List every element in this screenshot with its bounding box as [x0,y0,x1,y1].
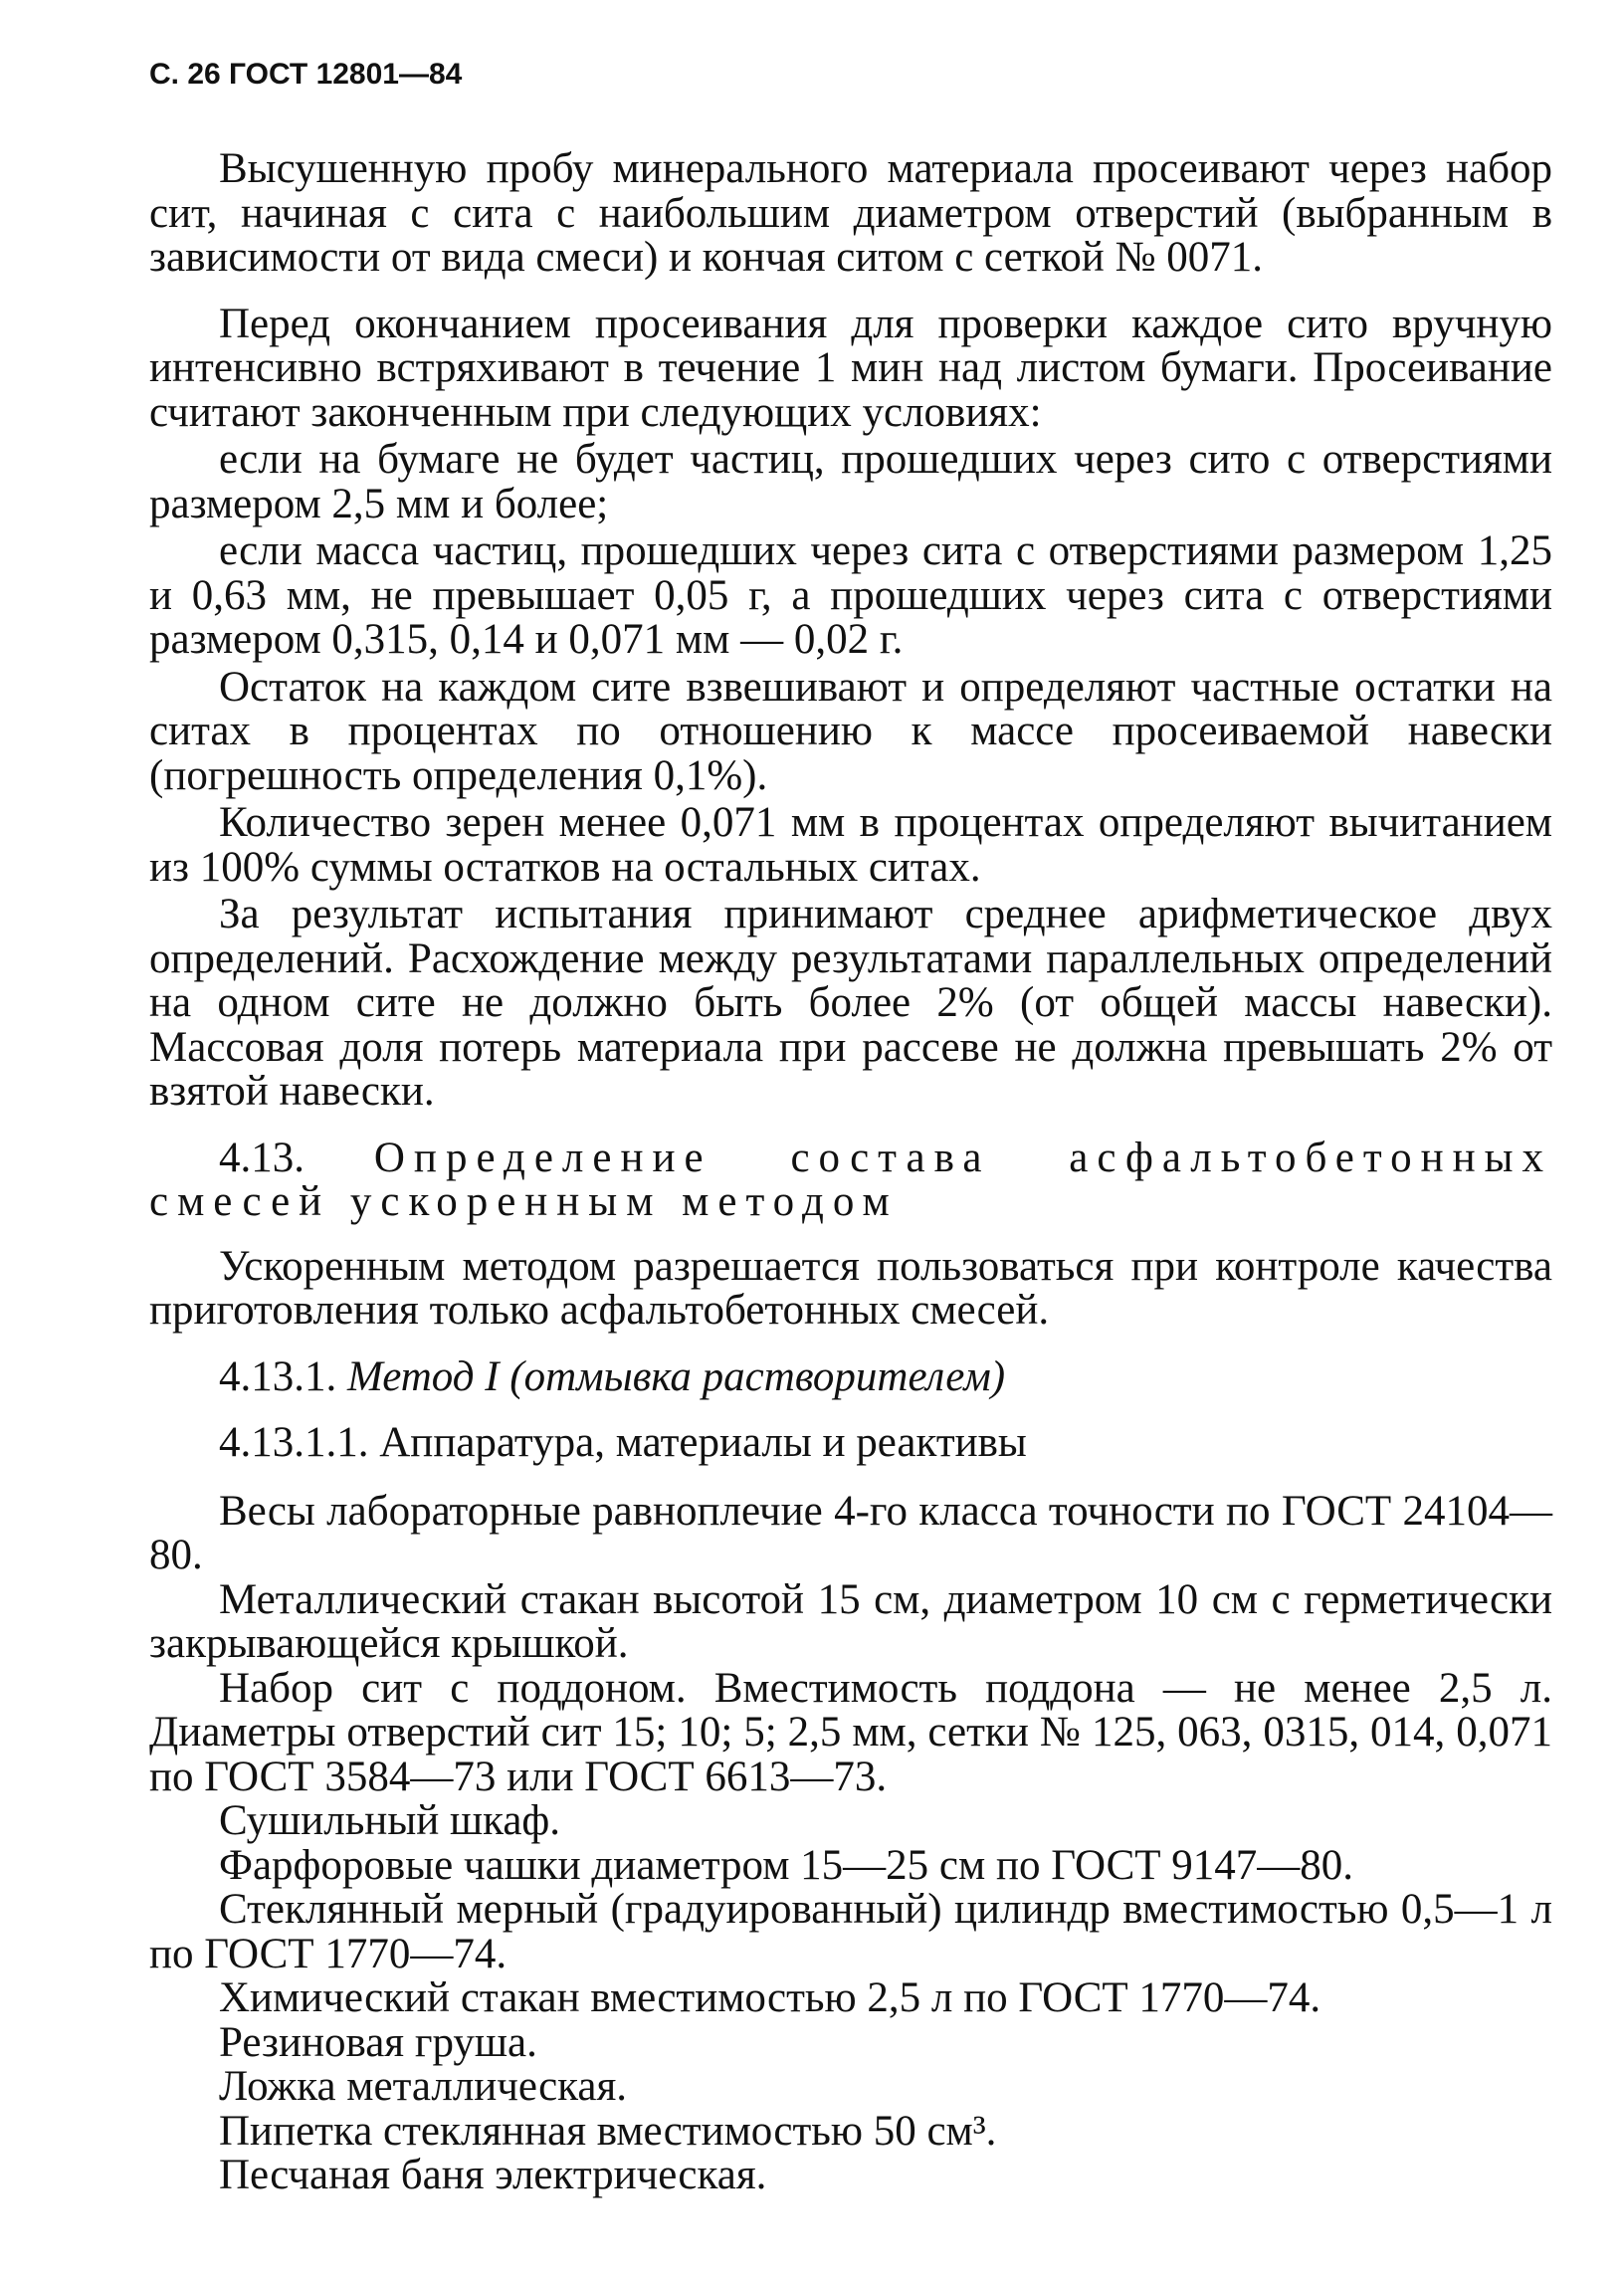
paragraph-result: За результат испытания принимают среднее арифметическое двух определений. Расхождение между результатами параллельных определений на одном сите не должно быть более 2% (от общей массы навески). Массовая доля потерь материала при рассеве не должна превышать 2% от взятой навески. [149,891,1552,1115]
paragraph-residue: Остаток на каждом сите взвешивают и определяют частные остатки на ситах в процентах по отношению к массе просеиваемой навески (погрешность определения 0,1%). [149,663,1552,799]
section-4-13-text: Ускоренным методом разрешается пользоваться при контроле качества приготовления только асфальтобетонных смесей. [149,1242,1552,1334]
section-number: 4.13.1. [219,1352,337,1400]
equipment-item: Химический стакан вместимостью 2,5 л по ГОСТ 1770—74. [219,1974,1321,2021]
equipment-item: Набор сит с поддоном. Вместимость поддона — не менее 2,5 л. Диаметры отверстий сит 15; 10; 5; 2,5 мм, сетки № 125, 063, 0315, 014, 0,071 по ГОСТ 3584—73 или ГОСТ 6613—73. [149,1664,1552,1800]
paragraph-fine-grains: Количество зерен менее 0,071 мм в процентах определяют вычитанием из 100% суммы остатков на остальных ситах. [149,799,1552,891]
section-title: Метод I (отмывка растворителем) [347,1352,1006,1400]
equipment-item: Сушильный шкаф. [219,1797,561,1844]
equipment-item: Ложка металлическая. [219,2063,628,2110]
equipment-list [149,1487,1552,2198]
section-4-13-1-1-heading: 4.13.1.1. Аппаратура, материалы и реактивы [219,1419,1027,1466]
condition-item-2: если масса частиц, прошедших через сита с отверстиями размером 1,25 и 0,63 мм, не превышает 0,05 г, а прошедших через сита с отверстиями размером 0,315, 0,14 и 0,071 мм — 0,02 г. [149,527,1552,663]
equipment-item: Металлический стакан высотой 15 см, диаметром 10 см с герметически закрывающейся крышкой. [149,1575,1552,1667]
equipment-item: Песчаная баня электрическая. [219,2152,767,2198]
paragraph-sieving: Высушенную пробу минерального материала просеивают через набор сит, начиная с сита с наибольшим диаметром отверстий (выбранным в зависимости от вида смеси) и кончая ситом с сеткой № 0071. [149,145,1552,281]
condition-item-1: если на бумаге не будет частиц, прошедших через сито с отверстиями размером 2,5 мм и более; [149,436,1552,527]
section-4-13-heading [149,1134,1552,1225]
page-header: С. 26 ГОСТ 12801—84 [149,58,463,91]
document-page [149,58,1552,2198]
section-4-13-1-heading [149,1352,1552,1400]
equipment-item: Весы лабораторные равноплечие 4-го класса точности по ГОСТ 24104—80. [149,1487,1552,1578]
paragraph-end-of-sieving: Перед окончанием просеивания для проверки каждое сито вручную интенсивно встряхивают в течение 1 мин над листом бумаги. Просеивание считают законченным при следующих условиях: [149,300,1552,436]
equipment-item: Стеклянный мерный (градуированный) цилиндр вместимостью 0,5—1 л по ГОСТ 1770—74. [149,1886,1552,1977]
section-number: 4.13. [219,1134,304,1181]
equipment-item: Пипетка стеклянная вместимостью 50 см³. [219,2107,997,2155]
equipment-item: Фарфоровые чашки диаметром 15—25 см по ГОСТ 9147—80. [219,1841,1354,1889]
equipment-item: Резиновая груша. [219,2018,537,2066]
section-title: Определение состава асфальтобетонных смесей ускоренным методом [149,1134,1552,1225]
